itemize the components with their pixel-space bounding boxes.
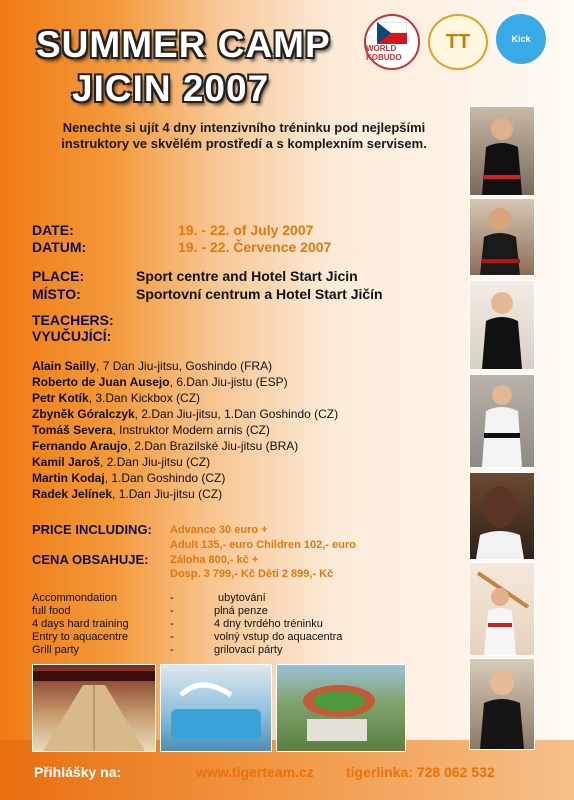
- tiger-logo: [428, 14, 488, 70]
- date-label-en: DATE:: [32, 222, 74, 238]
- price-line-4: Dosp. 3 799,- Kč Děti 2 899,- Kč: [170, 568, 334, 580]
- date-label-cz: DATUM:: [32, 239, 87, 255]
- service-dash: -: [170, 644, 174, 656]
- place-value-cz: Sportovní centrum a Hotel Start Jičín: [136, 286, 383, 302]
- teacher-photo: [469, 658, 535, 750]
- teachers-label-cz: VYUČUJÍCÍ:: [32, 328, 112, 344]
- list-item: Radek Jelínek, 1.Dan Jiu-jitsu (CZ): [32, 487, 223, 501]
- intro-text: Nenechte si ujít 4 dny intenzivního tréninku pod nejlepšími instruktory ve skvělém prostředí a s komplexním servisem.: [61, 120, 427, 151]
- list-item: Fernando Araujo, 2.Dan Brazilské Jiu-jitsu (BRA): [32, 439, 299, 453]
- service-dash: -: [170, 605, 174, 617]
- teacher-photo: [469, 106, 535, 196]
- list-item: Zbyněk Góralczyk, 2.Dan Jiu-jitsu, 1.Dan Goshindo (CZ): [32, 407, 339, 421]
- list-item: Tomáš Severa, Instruktor Modern arnis (CZ): [32, 423, 270, 437]
- service-cz: 4 dny tvrdého tréninku: [214, 618, 323, 630]
- service-en: full food: [32, 605, 71, 617]
- price-line-3: Záloha 800,- kč +: [170, 554, 259, 566]
- phone-number: tigerlinka: 728 062 532: [346, 764, 495, 780]
- aquacentre-photo: [160, 664, 272, 752]
- teacher-photo: [469, 374, 535, 468]
- place-value-en: Sport centre and Hotel Start Jicin: [136, 268, 358, 284]
- service-cz: grilovací párty: [214, 644, 283, 656]
- price-label-en: PRICE INCLUDING:: [32, 522, 152, 537]
- kick-logo: [496, 14, 546, 64]
- service-dash: -: [170, 592, 174, 604]
- service-cz: plná penze: [214, 605, 268, 617]
- service-cz: volný vstup do aquacentra: [214, 631, 343, 643]
- logo-text: Kick: [511, 34, 531, 44]
- world-kobudo-logo: [364, 14, 420, 70]
- date-value-cz: 19. - 22. Července 2007: [178, 239, 332, 255]
- teachers-list: [32, 358, 338, 502]
- logo-text: TT: [445, 30, 471, 53]
- service-en: Accommondation: [32, 592, 117, 604]
- service-en: Grill party: [32, 644, 80, 656]
- flag-icon: [377, 22, 407, 44]
- bowling-photo: [32, 664, 156, 752]
- footer-label: Přihlášky na:: [34, 764, 122, 780]
- service-dash: -: [170, 631, 174, 643]
- price-label-cz: CENA OBSAHUJE:: [32, 552, 149, 567]
- service-en: 4 days hard training: [32, 618, 129, 630]
- service-dash: -: [170, 618, 174, 630]
- poster-title-line2: JICIN 2007: [72, 68, 270, 109]
- list-item: Martin Kodaj, 1.Dan Goshindo (CZ): [32, 471, 226, 485]
- teacher-photo: [469, 472, 535, 560]
- service-en: Entry to aquacentre: [32, 631, 129, 643]
- list-item: Alain Sailly, 7 Dan Jiu-jitsu, Goshindo (FRA): [32, 359, 273, 373]
- date-value-en: 19. - 22. of July 2007: [178, 222, 314, 238]
- place-label-cz: MÍSTO:: [32, 286, 81, 302]
- place-label-en: PLACE:: [32, 268, 85, 284]
- poster-title-line1: SUMMER CAMP: [36, 24, 331, 65]
- logo-text: WORLD KOBUDO: [366, 44, 402, 62]
- website-link[interactable]: www.tigerteam.cz: [196, 764, 314, 780]
- price-line-1: Advance 30 euro +: [170, 524, 268, 536]
- teachers-label-en: TEACHERS:: [32, 312, 114, 328]
- teacher-photo: [469, 562, 535, 656]
- service-cz: ubytování: [218, 592, 266, 604]
- teacher-photo: [469, 280, 535, 370]
- list-item: Petr Kotík, 3.Dan Kickbox (CZ): [32, 391, 201, 405]
- teacher-photo: [469, 198, 535, 276]
- list-item: Roberto de Juan Ausejo, 6.Dan Jiu-jistu (ESP): [32, 375, 288, 389]
- price-line-2: Adult 135,- euro Children 102,- euro: [170, 539, 356, 551]
- list-item: Kamil Jaroš, 2.Dan Jiu-jitsu (CZ): [32, 455, 211, 469]
- sport-centre-photo: [276, 664, 406, 752]
